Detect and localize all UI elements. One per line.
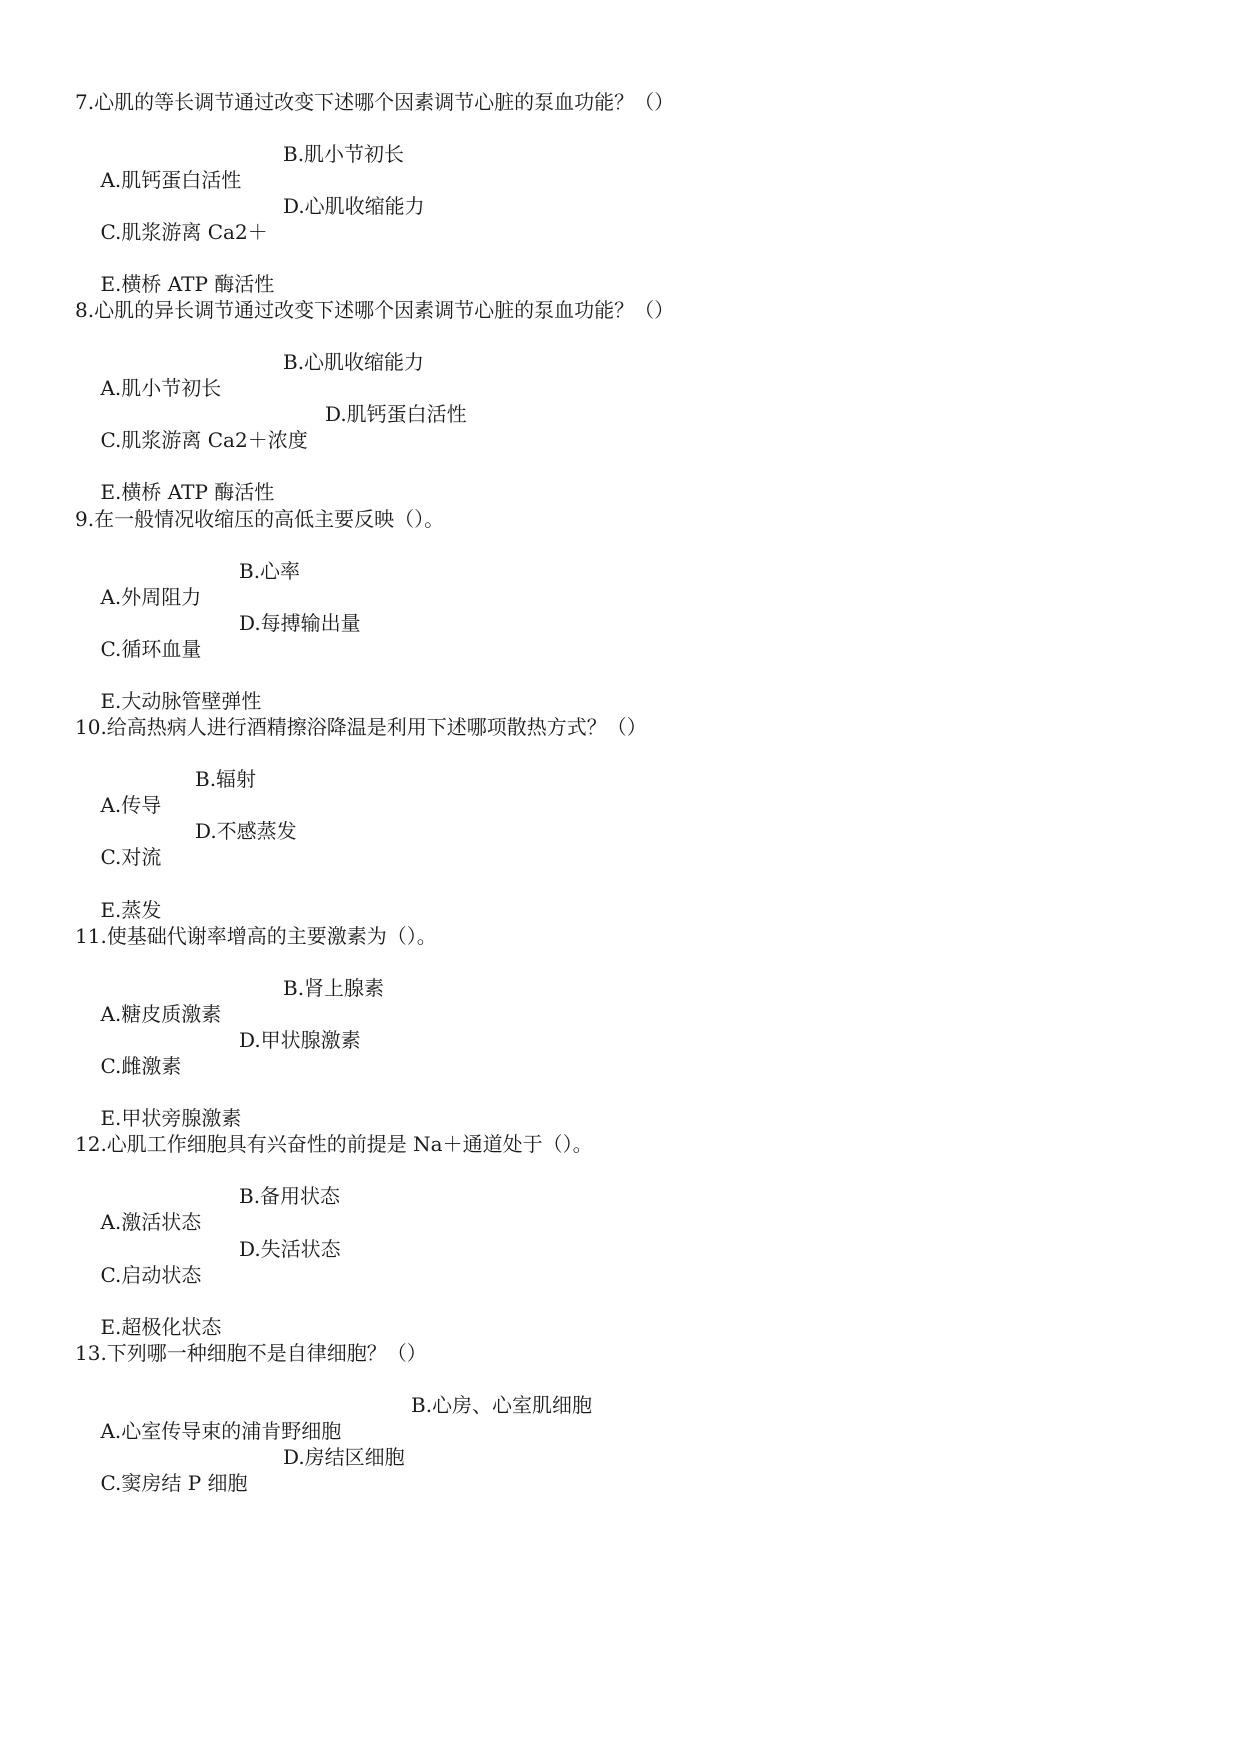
- question-8-stem: 8.心肌的异长调节通过改变下述哪个因素调节心脏的泵血功能？（）: [75, 298, 675, 322]
- option-b: B.辐射: [195, 767, 257, 791]
- option-d: D.不感蒸发: [195, 819, 297, 843]
- option-a: A.激活状态: [100, 1210, 202, 1234]
- option-b: B.备用状态: [239, 1184, 341, 1208]
- option-a: A.心室传导束的浦肯野细胞: [100, 1419, 342, 1443]
- question-12-stem: 12.心肌工作细胞具有兴奋性的前提是 Na＋通道处于（）。: [75, 1132, 593, 1156]
- option-e: E.蒸发: [100, 898, 162, 922]
- option-a: A.外周阻力: [100, 585, 202, 609]
- option-a: A.肌小节初长: [100, 376, 222, 400]
- option-d: D.失活状态: [239, 1237, 341, 1261]
- option-e: E.大动脉管壁弹性: [100, 689, 262, 713]
- option-d: D.心肌收缩能力: [283, 194, 425, 218]
- option-c: C.启动状态: [100, 1263, 202, 1287]
- option-c: C.雌激素: [100, 1054, 182, 1078]
- option-e: E.超极化状态: [100, 1315, 222, 1339]
- option-c: C.对流: [100, 845, 162, 869]
- option-d: D.甲状腺激素: [239, 1028, 361, 1052]
- option-c: C.肌浆游离 Ca2＋: [100, 220, 268, 244]
- option-c: C.肌浆游离 Ca2＋浓度: [100, 428, 308, 452]
- option-a: A.传导: [100, 793, 162, 817]
- option-d: D.房结区细胞: [283, 1445, 405, 1469]
- question-9-stem: 9.在一般情况收缩压的高低主要反映（）。: [75, 507, 445, 531]
- question-10-stem: 10.给高热病人进行酒精擦浴降温是利用下述哪项散热方式？（）: [75, 715, 647, 739]
- option-e: E.甲状旁腺激素: [100, 1106, 242, 1130]
- option-d: D.每搏输出量: [239, 611, 361, 635]
- option-e: E.横桥 ATP 酶活性: [100, 272, 275, 296]
- option-a: A.糖皮质激素: [100, 1002, 222, 1026]
- option-d: D.肌钙蛋白活性: [325, 402, 467, 426]
- option-b: B.肾上腺素: [283, 976, 385, 1000]
- option-b: B.心房、心室肌细胞: [411, 1393, 593, 1417]
- question-7-stem: 7.心肌的等长调节通过改变下述哪个因素调节心脏的泵血功能？（）: [75, 90, 675, 114]
- question-13-stem: 13.下列哪一种细胞不是自律细胞？（）: [75, 1341, 427, 1365]
- question-11-stem: 11.使基础代谢率增高的主要激素为（）。: [75, 924, 437, 948]
- option-b: B.心率: [239, 559, 301, 583]
- option-a: A.肌钙蛋白活性: [100, 168, 242, 192]
- option-b: B.肌小节初长: [283, 142, 405, 166]
- option-c: C.窦房结 P 细胞: [100, 1471, 248, 1495]
- option-c: C.循环血量: [100, 637, 202, 661]
- option-b: B.心肌收缩能力: [283, 350, 425, 374]
- option-e: E.横桥 ATP 酶活性: [100, 480, 275, 504]
- question-13-options-row-2: [75, 1444, 405, 1548]
